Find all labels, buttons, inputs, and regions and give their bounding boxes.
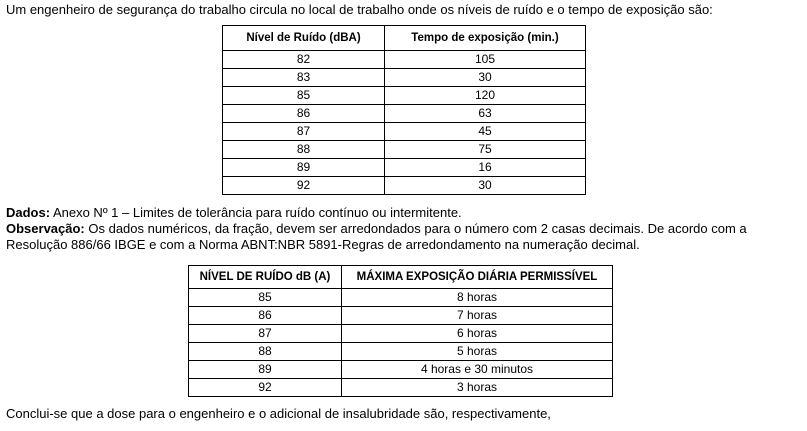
table-row [189,343,613,361]
table-row [223,105,586,123]
table-cell: 30 [385,177,586,195]
table-cell: 86 [223,105,385,123]
table-cell: 92 [223,177,385,195]
observacao-text: Os dados numéricos, da fração, devem ser arredondados para o número com 2 casas decimais. De acordo com a [84,221,747,236]
table-row [223,123,586,141]
table-cell: 6 horas [342,325,613,343]
exposure-table [222,25,586,195]
table-cell: 105 [385,51,586,69]
table-cell: 89 [189,361,342,379]
table-cell: 4 horas e 30 minutos [342,361,613,379]
table-row [189,307,613,325]
table-row [189,289,613,307]
table-row [223,177,586,195]
table-cell: 63 [385,105,586,123]
column-header: NÍVEL DE RUÍDO dB (A) [189,266,342,289]
table-cell: 87 [189,325,342,343]
table-row [223,159,586,177]
table-cell: 92 [189,379,342,397]
table-cell: 16 [385,159,586,177]
table-row [223,69,586,87]
table-cell: 82 [223,51,385,69]
table-cell: 45 [385,123,586,141]
table-row [189,379,613,397]
dados-label: Dados: [6,205,51,220]
table-cell: 85 [223,87,385,105]
table-row [189,361,613,379]
table-cell: 3 horas [342,379,613,397]
table-row [189,325,613,343]
observacao-line [6,221,747,237]
column-header: Nível de Ruído (dBA) [223,26,385,51]
table-cell: 7 horas [342,307,613,325]
observacao-line-2: Resolução 886/66 IBGE e com a Norma ABNT:NBR 5891-Regras de arredondamento na numeração decimal. [6,237,640,252]
column-header: MÁXIMA EXPOSIÇÃO DIÁRIA PERMISSÍVEL [342,266,613,289]
table-cell: 83 [223,69,385,87]
table-cell: 85 [189,289,342,307]
table-row [223,51,586,69]
table-row [223,87,586,105]
dados-text: Anexo Nº 1 – Limites de tolerância para ruído contínuo ou intermitente. [50,205,462,220]
tolerance-limits-table [188,265,613,397]
column-header: Tempo de exposição (min.) [385,26,586,51]
table-cell: 88 [189,343,342,361]
table-cell: 88 [223,141,385,159]
table-cell: 5 horas [342,343,613,361]
table-header-row [223,26,586,51]
dados-line [6,205,462,221]
question-text: Conclui-se que a dose para o engenheiro e o adicional de insalubridade são, respectivamente, [6,406,551,421]
table-cell: 86 [189,307,342,325]
table-cell: 87 [223,123,385,141]
table-cell: 75 [385,141,586,159]
table-cell: 8 horas [342,289,613,307]
table-cell: 89 [223,159,385,177]
table-cell: 30 [385,69,586,87]
table-row [223,141,586,159]
observacao-label: Observação: [6,221,85,236]
table-header-row [189,266,613,289]
table-cell: 120 [385,87,586,105]
intro-text: Um engenheiro de segurança do trabalho circula no local de trabalho onde os níveis de ruído e o tempo de exposição são: [6,2,713,17]
